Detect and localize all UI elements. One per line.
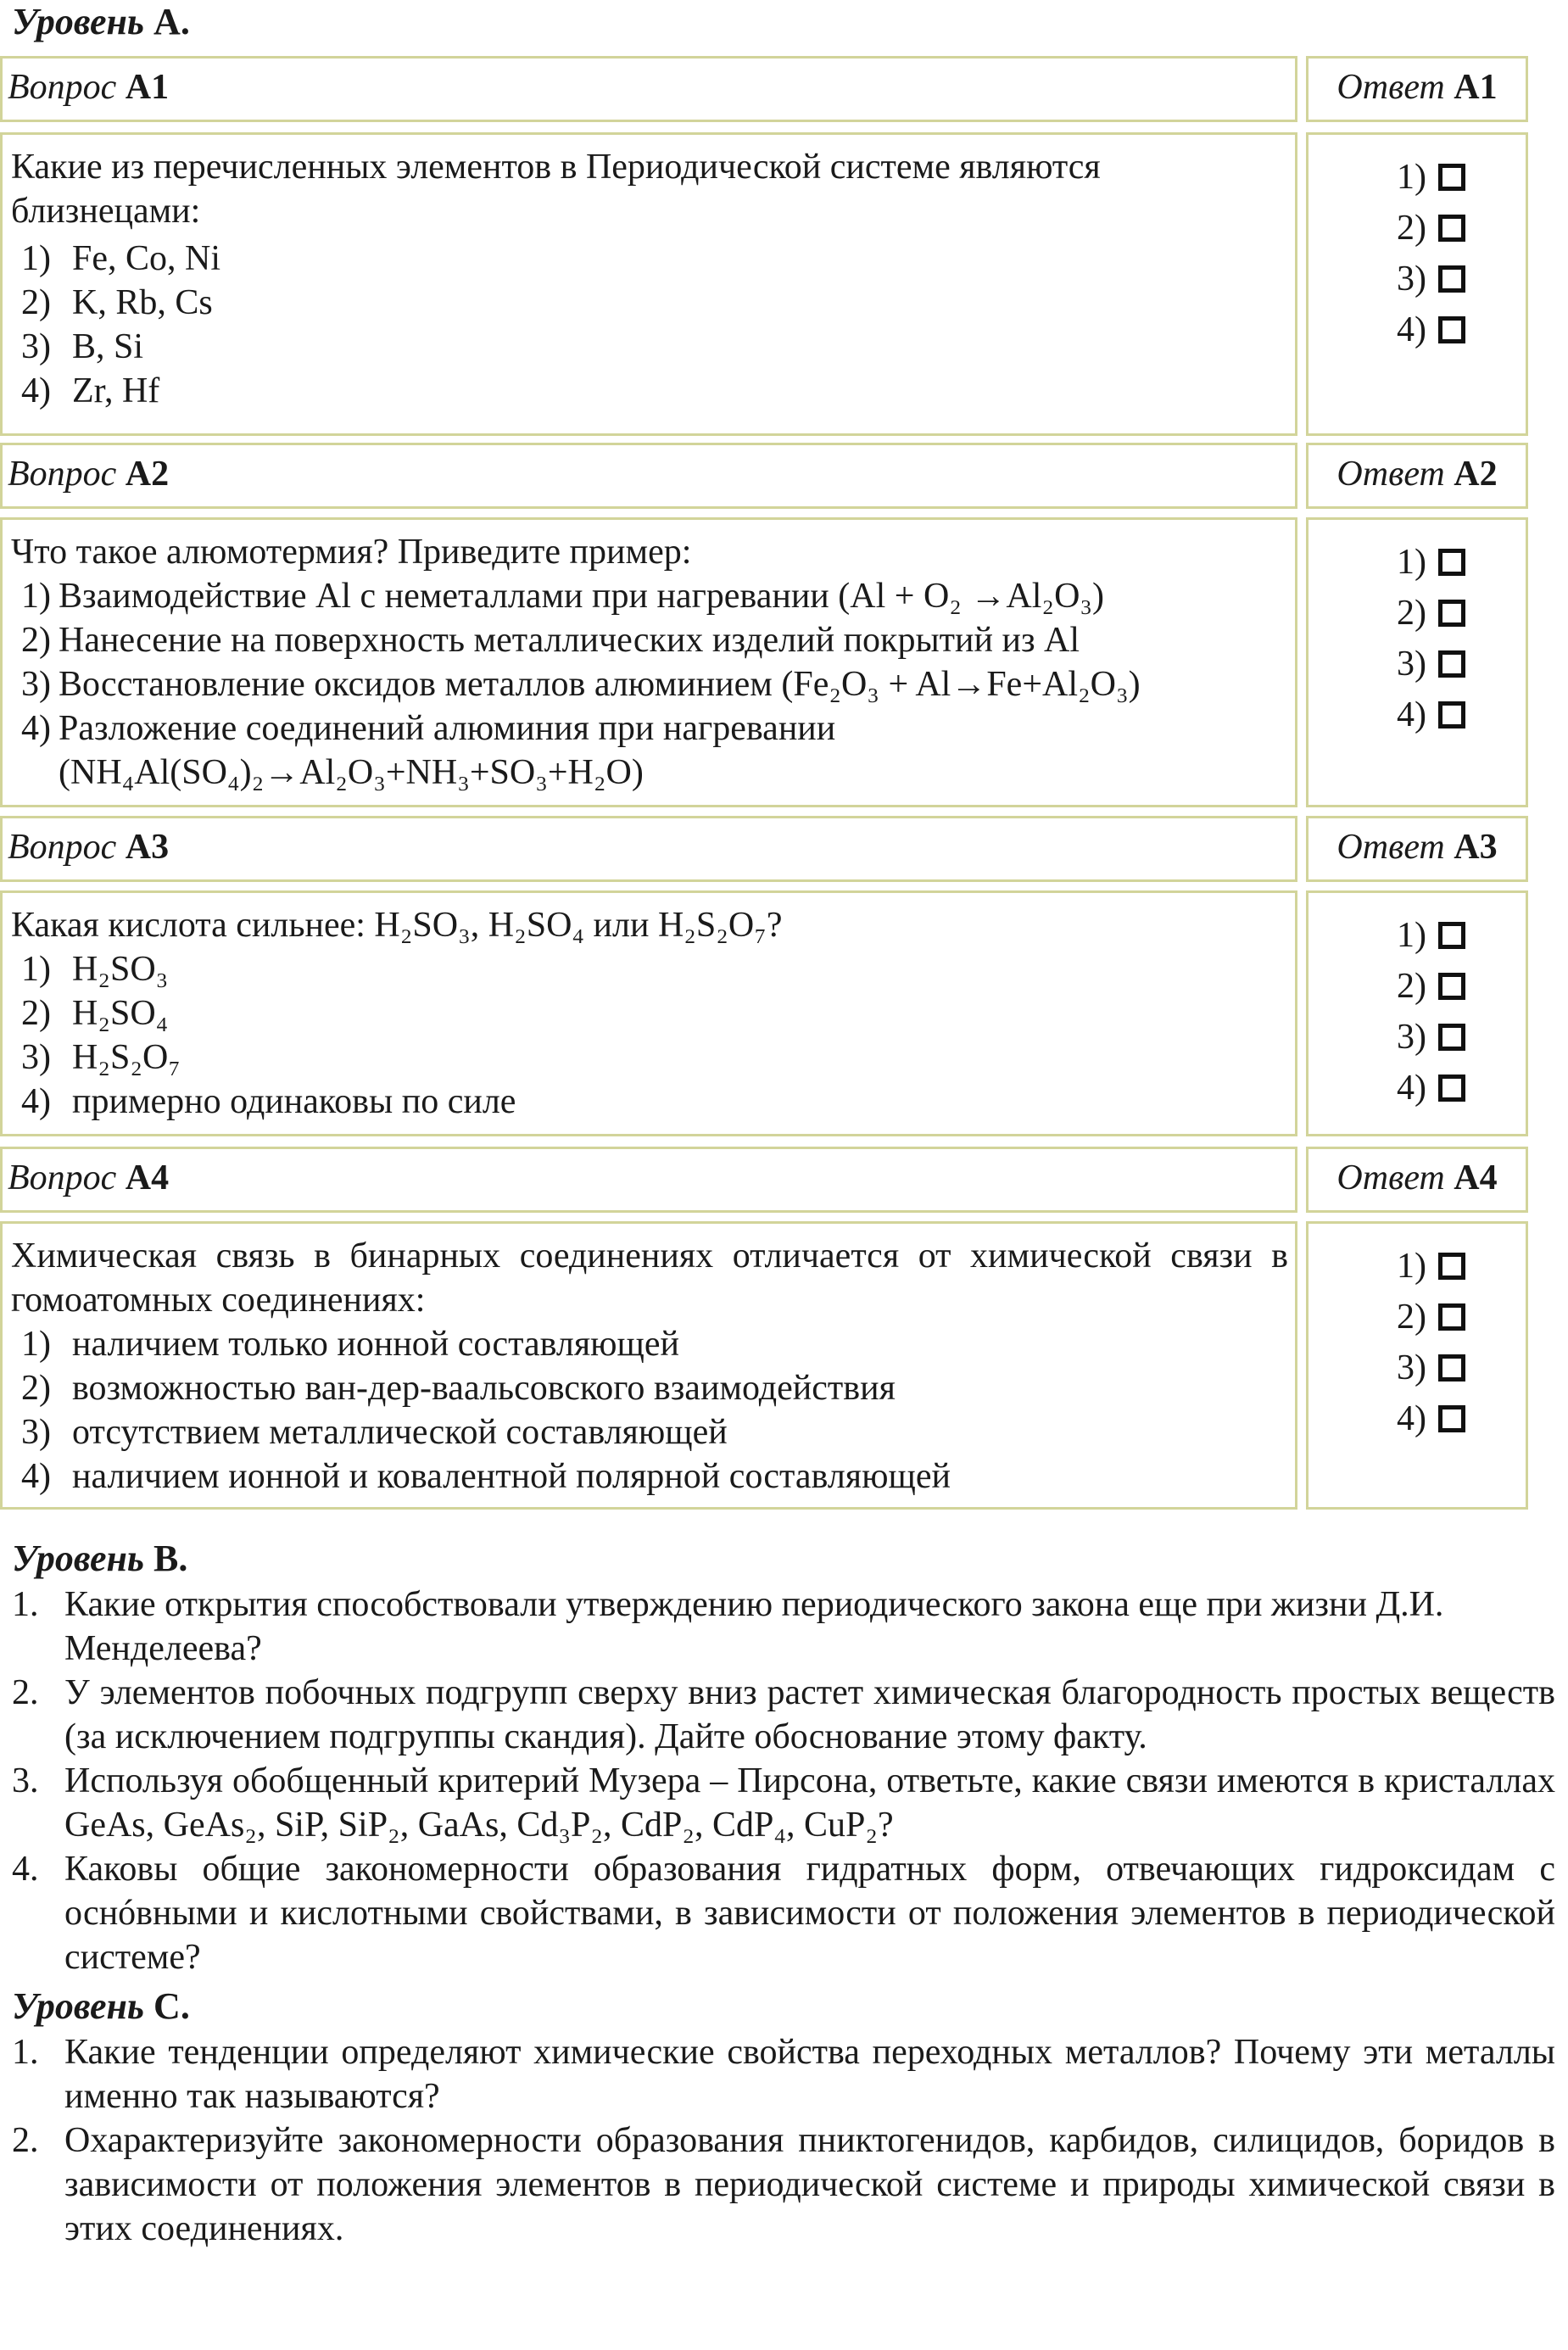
checkbox[interactable] <box>1438 1354 1465 1382</box>
option-item: 1) H₂SO₃ <box>21 950 169 989</box>
list-item: 1. Какие открытия способствовали утверждению периодического закона еще при жизни Д.И. Менделеева? <box>12 1585 1444 1668</box>
question-stem: Какие из перечисленных элементов в Периодической системе являются близнецами: <box>11 148 1101 231</box>
checkbox[interactable] <box>1438 973 1465 1000</box>
checkbox[interactable] <box>1438 164 1465 191</box>
answer-a4-header: Ответ А4 <box>1306 1147 1528 1213</box>
option-item: 3) Восстановление оксидов металлов алюминием (Fe₂O₃ + Al→Fe+Al₂O₃) <box>21 665 1141 704</box>
checkbox[interactable] <box>1438 316 1465 343</box>
list-item: 1. Какие тенденции определяют химические свойства переходных металлов? Почему эти металлы именно так называются? <box>12 2033 1555 2116</box>
question-id: А1 <box>125 68 170 107</box>
answer-option[interactable]: 4) <box>1309 1063 1526 1114</box>
level-letter: А. <box>153 1 190 42</box>
option-list <box>11 574 1295 795</box>
answer-option[interactable]: 2) <box>1309 961 1526 1012</box>
answer-option[interactable]: 1) <box>1309 152 1526 203</box>
option-item: 3) H₂S₂O₇ <box>21 1038 181 1077</box>
checkbox[interactable] <box>1438 215 1465 242</box>
answer-option[interactable]: 4) <box>1309 689 1526 740</box>
checkbox[interactable] <box>1438 1024 1465 1051</box>
answer-a1-header <box>1306 56 1528 122</box>
question-stem: Что такое алюмотермия? Приведите пример: <box>11 533 692 572</box>
level-c-title: Уровень С. <box>12 1985 190 2027</box>
checkbox[interactable] <box>1438 1253 1465 1280</box>
option-item: 4) наличием ионной и ковалентной полярной составляющей <box>21 1457 951 1496</box>
question-a3-header: Вопрос А3 <box>0 816 1297 882</box>
option-item: 4) Zr, Hf <box>21 371 160 410</box>
list-item: 3. Используя обобщенный критерий Музера – Пирсона, ответьте, какие связи имеются в кристаллах GeAs, GeAs₂, SiP, SiP₂, GaAs, Cd₃P₂, CdP₂, CdP₄, CuP₂? <box>12 1761 1555 1845</box>
option-item: 1) наличием только ионной составляющей <box>21 1325 680 1364</box>
level-a-title <box>12 0 190 44</box>
option-item: 2) возможностью ван-дер-ваальсовского взаимодействия <box>21 1369 896 1408</box>
question-a3-body <box>0 890 1297 1136</box>
answer-word: Ответ <box>1336 68 1445 107</box>
option-list <box>11 237 1295 413</box>
answer-option[interactable]: 3) <box>1309 1012 1526 1063</box>
option-item: 1) Взаимодействие Al с неметаллами при нагревании (Al + O₂ →Al₂O₃) <box>21 577 1105 616</box>
checkbox[interactable] <box>1438 1405 1465 1432</box>
answer-option[interactable]: 2) <box>1309 203 1526 254</box>
question-a1-header <box>0 56 1297 122</box>
answer-a2-header: Ответ А2 <box>1306 443 1528 509</box>
answer-option[interactable]: 4) <box>1309 304 1526 355</box>
option-list <box>11 947 1295 1124</box>
question-stem: Какая кислота сильнее: H₂SO₃, H₂SO₄ или H₂S₂O₇? <box>11 906 783 945</box>
list-item: 2. У элементов побочных подгрупп сверху вниз растет химическая благородность простых веществ (за исключением подгруппы скандия). Дайте обоснование этому факту. <box>12 1673 1555 1756</box>
question-a1-body <box>0 132 1297 436</box>
level-c-list <box>12 2030 1555 2251</box>
level-word: Уровень <box>12 1 145 42</box>
answer-option[interactable]: 3) <box>1309 254 1526 304</box>
answer-a4-body <box>1306 1221 1528 1510</box>
checkbox[interactable] <box>1438 265 1465 293</box>
answer-a3-header: Ответ А3 <box>1306 816 1528 882</box>
answer-a1-body <box>1306 132 1528 436</box>
option-item: 1) Fe, Co, Ni <box>21 239 221 278</box>
checkbox[interactable] <box>1438 922 1465 949</box>
answer-option[interactable]: 3) <box>1309 639 1526 689</box>
question-a4-header: Вопрос А4 <box>0 1147 1297 1213</box>
question-stem: Химическая связь в бинарных соединениях отличается от химической связи в гомоатомных соединениях: <box>11 1236 1288 1320</box>
level-b-title: Уровень В. <box>12 1538 188 1579</box>
checkbox[interactable] <box>1438 701 1465 728</box>
question-a2-body <box>0 517 1297 807</box>
list-item: 2. Охарактеризуйте закономерности образования пниктогенидов, карбидов, силицидов, боридов в зависимости от положения элементов в периодической системе и природы химической связи в этих соединениях. <box>12 2121 1555 2248</box>
answer-a2-body <box>1306 517 1528 807</box>
answer-option[interactable]: 1) <box>1309 537 1526 588</box>
checkbox[interactable] <box>1438 600 1465 627</box>
option-item: 2) Нанесение на поверхность металлических изделий покрытий из Al <box>21 621 1080 660</box>
question-a2-header: Вопрос А2 <box>0 443 1297 509</box>
answer-option[interactable]: 2) <box>1309 588 1526 639</box>
option-item: 3) B, Si <box>21 327 144 366</box>
option-list <box>11 1322 1295 1499</box>
answer-option[interactable]: 4) <box>1309 1393 1526 1444</box>
option-item: 2) K, Rb, Cs <box>21 283 213 322</box>
option-item: 3) отсутствием металлической составляющей <box>21 1413 728 1452</box>
answer-option[interactable]: 3) <box>1309 1342 1526 1393</box>
list-item: 4. Каковы общие закономерности образования гидратных форм, отвечающих гидроксидам с оснóвными и кислотными свойствами, в зависимости от положения элементов в периодической системе? <box>12 1850 1555 1977</box>
answer-option[interactable]: 1) <box>1309 1241 1526 1292</box>
option-item: 4) Разложение соединений алюминия при нагревании (NH₄Al(SO₄)₂→Al₂O₃+NH₃+SO₃+H₂O) <box>21 709 836 792</box>
answer-a3-body <box>1306 890 1528 1136</box>
answer-option[interactable]: 2) <box>1309 1292 1526 1342</box>
option-item: 4) примерно одинаковы по силе <box>21 1082 516 1121</box>
answer-option[interactable]: 1) <box>1309 910 1526 961</box>
checkbox[interactable] <box>1438 1075 1465 1102</box>
level-b-list <box>12 1582 1555 1979</box>
option-item: 2) H₂SO₄ <box>21 994 169 1033</box>
checkbox[interactable] <box>1438 549 1465 576</box>
checkbox[interactable] <box>1438 650 1465 678</box>
answer-id: А1 <box>1454 68 1498 107</box>
question-a4-body <box>0 1221 1297 1510</box>
checkbox[interactable] <box>1438 1303 1465 1331</box>
question-word: Вопрос <box>8 68 117 107</box>
